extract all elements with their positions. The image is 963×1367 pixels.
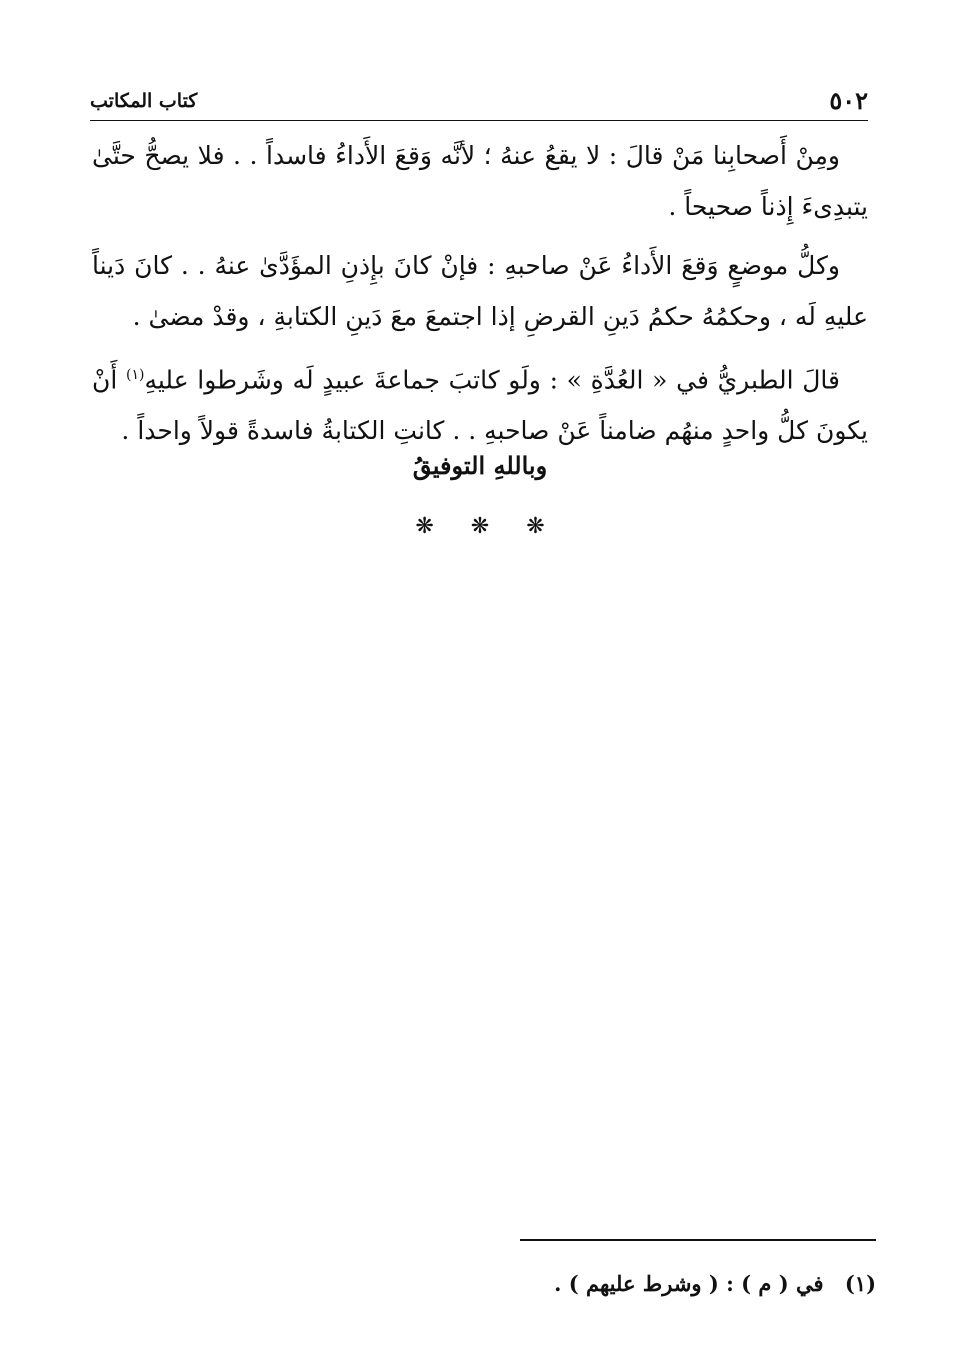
paragraph-3-text-before: قالَ الطبريُّ في « العُدَّةِ » : ولَو كاتبَ جماعةَ عبيدٍ لَه وشَرطوا عليهِ [144,365,840,395]
page-header [90,84,868,118]
footnote-number: (١) [844,1271,876,1296]
main-text [92,130,868,464]
running-title: كتاب المكاتب [90,90,198,112]
page-number: ٥٠٢ [829,86,868,115]
footnote-text: في ( م ) : ( وشرط عليهم ) . [554,1271,824,1296]
paragraph-3 [92,350,868,456]
footnote-marker: (١) [126,367,145,383]
paragraph-1: ومِنْ أَصحابِنا مَنْ قالَ : لا يقعُ عنهُ ؛ لأنَّه وَقعَ الأَداءُ فاسداً . . فلا يصحُّ حتَّىٰ يتبدِىءَ إِذناً صحيحاً . [92,141,868,221]
footnote [300,1264,876,1304]
section-separator: ❋ ❋ ❋ [415,514,545,539]
paragraph-2: وكلُّ موضعٍ وَقعَ الأَداءُ عَنْ صاحبهِ : فإنْ كانَ بإِذنِ المؤَدَّىٰ عنهُ . . كانَ دَيناً عليهِ لَه ، وحكمُهُ حكمُ دَينِ القرضِ إذا اجتمعَ معَ دَينِ الكتابةِ ، وقدْ مضىٰ . [92,251,868,331]
closing-phrase: وباللهِ التوفيقُ [412,451,548,480]
header-rule [90,120,868,121]
paragraph-3-text-after: أَنْ يكونَ كلُّ واحدٍ منهُم ضامناً عَنْ صاحبهِ . . كانتِ الكتابةُ فاسدةً قولاً واحداً . [92,365,868,446]
footnote-rule [520,1239,876,1241]
